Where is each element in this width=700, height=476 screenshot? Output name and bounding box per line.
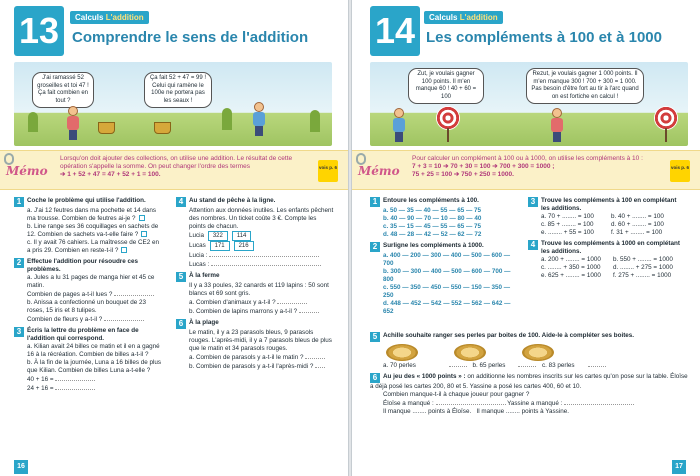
sticker-icon: vois p. 6: [670, 160, 690, 182]
exercise-title: À la plage: [189, 319, 219, 326]
answer-line[interactable]: [564, 399, 634, 405]
number-row[interactable]: c. 550 — 350 — 450 — 550 — 150 — 350 — 250: [383, 284, 511, 299]
number-row[interactable]: b. 300 — 300 — 400 — 500 — 600 — 700 — 800: [383, 268, 511, 283]
number-row[interactable]: c. 35 — 15 — 45 — 55 — 65 — 75: [383, 223, 482, 230]
lesson-number: 14: [370, 6, 420, 56]
answer-line[interactable]: [211, 260, 321, 266]
number-row[interactable]: b. 40 — 90 — 70 — 10 — 80 — 40: [383, 215, 482, 222]
exercise-title: Au jeu des « 1000 points » :: [383, 373, 466, 380]
addition-blank[interactable]: a. 70 + ........ = 100: [541, 213, 594, 220]
archery-target-icon: [654, 106, 678, 130]
answer-line[interactable]: [588, 361, 606, 367]
addition-blank[interactable]: e. 625 + ........ = 1000: [541, 272, 601, 279]
memo-label: Mémo: [6, 164, 48, 178]
exercise-title: Surligne les compléments à 1000.: [383, 242, 484, 249]
exercises-right-column: [176, 197, 334, 374]
left-page: [0, 0, 348, 476]
exercise-title: À la ferme: [189, 272, 220, 279]
answer-line[interactable]: [299, 307, 319, 313]
exercises-left-column: [14, 197, 164, 396]
memo-box: [352, 150, 700, 190]
answer-line[interactable]: [305, 353, 325, 359]
exercise-title: Effectue l'addition pour résoudre ces problèmes.: [27, 258, 139, 273]
pearl-box-icon: [386, 344, 418, 361]
memo-text: Pour calculer un complément à 100 ou à 1000, on utilise les compléments à 10 : 7 + 3 = 10 ➔ 70 + 30 = 100 ➔ 700 + 300 = 1000 ; 75 + 25 = 100 ➔ 750 + 250 = 1000.: [412, 155, 643, 178]
speech-bubble: Zut, je voulais gagner 100 points. Il m'en manque 60 ! 40 + 60 = 100: [408, 68, 484, 104]
exercise-title: Écris la lettre du problème en face de l'addition qui correspond.: [27, 327, 139, 342]
exercise-2: 2 Surligne les compléments à 1000. a. 400 — 200 — 300 — 400 — 500 — 600 — 700 b. 300 — 300 — 400 — 500 — 600 — 700 — 800 c. 550 — 350 — 450 — 550 — 150 — 350 — 250 d. 448 — 452 — 542 — 552 — 562 — 642 — 652: [370, 242, 520, 316]
addition-blank[interactable]: c. ........ + 350 = 1000: [541, 264, 601, 271]
speech-bubble: J'ai ramassé 52 groseilles et toi 47 ! Ça fait combien en tout ?: [32, 72, 94, 108]
exercises-bottom: [370, 332, 688, 419]
exercises-right-column: [528, 197, 686, 283]
exercise-2: 2 Effectue l'addition pour résoudre ces problèmes. a. Jules a lu 31 pages de manga hier et 45 ce matin. Combien de pages a-t-il lues ? b. Anissa a confectionné un bouquet de 23 roses, 15 iris et 8 tulipes. Combien de fleurs y a-t-il ?: [14, 258, 164, 324]
addition-blank[interactable]: b. 550 + ........ = 1000: [613, 256, 673, 263]
exercise-1: 1 Coche le problème qui utilise l'addition. a. J'ai 12 feutres dans ma pochette et 14 dans ma trousse. Combien de feutres ai-je ? b. Line range ses 36 coquillages en sachets de 12. Combien de sachets va-t-elle faire ? c. Il y avait 76 cahiers. La maîtresse de CE2 en a pris 29. Combien en reste-t-il ?: [14, 197, 164, 255]
lesson-number: 13: [14, 6, 64, 56]
addition-blank[interactable]: c. 85 + ........ = 100: [541, 221, 594, 228]
exercise-6: 6 Au jeu des « 1000 points » : on additionne les nombres inscrits sur les cartes qu'on pose sur la table. Éloïse a déjà posé les cartes 200, 80 et 5. Yassine a posé les cartes 400, 60 et 10. Combien manque-t-il à chaque joueur pour gagner ? Éloïse a manqué : Yassine a manqué : Il manque ........ points à Éloïse. Il manque ........ points à Yassine.: [370, 373, 688, 415]
exercises-left-column: [370, 197, 520, 319]
addition-blank[interactable]: f. 31 + ........ = 100: [611, 229, 663, 236]
exercise-title: Au stand de pêche à la ligne.: [189, 197, 276, 204]
answer-line[interactable]: [114, 290, 154, 296]
memo-label: Mémo: [358, 164, 400, 178]
exercise-3: 3 Trouve les compléments à 100 en complétant les additions. a. 70 + ........ = 100 b. 40 + ........ = 100 c. 85 + ........ = 100 d. 60 + ........ = 100 e. ........ + 55 = 100 f. 31 + ........ = 100: [528, 197, 686, 237]
exercise-6: 6 À la plage Le matin, il y a 23 parasols bleus, 9 parasols rouges. L'après-midi, il y a 7 parasols bleus de plus que le matin et 34 parasols rouges. a. Combien de parasols y a-t-il le matin ? b. Combien de parasols y a-t-il l'après-midi ?: [176, 319, 334, 371]
lesson-tag: Calculs L'addition: [424, 11, 503, 24]
answer-line[interactable]: [55, 375, 95, 381]
boy-character: [252, 102, 266, 136]
page-number: 16: [14, 460, 28, 474]
number-row[interactable]: a. 50 — 35 — 40 — 55 — 65 — 75: [383, 207, 482, 214]
addition-blank[interactable]: a. 200 + ........ = 1000: [541, 256, 601, 263]
lesson-tag: Calculs L'addition: [70, 11, 149, 24]
exercise-title: Achille souhaite ranger ses perles par boites de 100. Aide-le à compléter ses boites.: [383, 332, 635, 339]
bucket: [98, 122, 115, 134]
checkbox-a[interactable]: [139, 215, 145, 221]
answer-line[interactable]: [55, 384, 95, 390]
addition-blank[interactable]: d. ........ + 275 = 1000: [613, 264, 673, 271]
addition-blank[interactable]: b. 40 + ........ = 100: [611, 213, 664, 220]
archery-target-icon: [436, 106, 460, 130]
girl-character: [66, 106, 80, 140]
answer-line[interactable]: [518, 361, 536, 367]
exercise-1: 1 Entoure les compléments à 100. a. 50 — 35 — 40 — 55 — 65 — 75 b. 40 — 90 — 70 — 10 — 80 — 40 c. 35 — 15 — 45 — 55 — 65 — 75 d. 48 — 28 — 42 — 52 — 62 — 72: [370, 197, 520, 239]
exercise-4: 4 Trouve les compléments à 1000 en complétant les additions. a. 200 + ........ = 1000 b. 550 + ........ = 1000 c. ........ + 350 = 1000 d. ........ + 275 = 1000 e. 625 + ........ = 1000 f. 275 + ........ = 1000: [528, 240, 686, 280]
addition-blank[interactable]: d. 60 + ........ = 100: [611, 221, 664, 228]
girl-character: [392, 108, 406, 142]
checkbox-c[interactable]: [121, 247, 127, 253]
addition-blank[interactable]: f. 275 + ........ = 1000: [613, 272, 672, 279]
sticker-icon: vois p. 6: [318, 160, 338, 182]
comic-illustration: [370, 62, 688, 146]
exercise-title: Trouve les compléments à 100 en complétant les additions.: [541, 197, 677, 212]
number-row[interactable]: d. 48 — 28 — 42 — 52 — 62 — 72: [383, 231, 482, 238]
answer-line[interactable]: [449, 361, 467, 367]
exercise-title: Entoure les compléments à 100.: [383, 197, 479, 204]
pearl-box-icon: [522, 344, 554, 361]
checkbox-b[interactable]: [141, 231, 147, 237]
right-page: [352, 0, 700, 476]
answer-line[interactable]: [209, 251, 319, 257]
page-number: 17: [672, 460, 686, 474]
exercise-title: Trouve les compléments à 1000 en complétant les additions.: [541, 240, 680, 255]
memo-box: [0, 150, 348, 190]
bush: [28, 112, 38, 132]
speech-bubble: Ça fait 52 + 47 = 99 ! Celui qui ramène le 100e ne portera pas les seaux !: [144, 72, 212, 108]
exercise-5: 5 Achille souhaite ranger ses perles par boites de 100. Aide-le à compléter ses boites. a. 70 perles b. 65 perles c. 83 perles: [370, 332, 688, 370]
pearl-box-icon: [454, 344, 486, 361]
number-row[interactable]: d. 448 — 452 — 542 — 552 — 562 — 642 — 652: [383, 300, 511, 315]
comic-illustration: [14, 62, 332, 146]
exercise-3: 3 Écris la lettre du problème en face de l'addition qui correspond. a. Kilian avait 24 billes ce matin et il en a gagné 16 à la récréation. Combien de billes a-t-il ? b. À la fin de la journée, Luna a 16 billes de plus que Kilian. Combien de billes Luna a-t-elle ? 40 + 16 = 24 + 16 =: [14, 327, 164, 393]
answer-line[interactable]: [104, 315, 144, 321]
exercise-title: Coche le problème qui utilise l'addition.: [27, 197, 146, 204]
boy-character: [550, 108, 564, 142]
number-row[interactable]: a. 400 — 200 — 300 — 400 — 500 — 600 — 700: [383, 252, 511, 267]
exercise-4: 4 Au stand de pêche à la ligne. Attention aux données inutiles. Les enfants pêchent des nombres. Un ticket coûte 3 €. Compte les points de chacun. Lucia 322 114 Lucas 171 216 Lucia : Lucas :: [176, 197, 334, 269]
bush: [222, 108, 232, 130]
answer-line[interactable]: [277, 298, 307, 304]
bucket: [154, 122, 171, 134]
answer-line[interactable]: [315, 362, 325, 368]
memo-text: Lorsqu'on doit ajouter des collections, on utilise une addition. Le résultat de cette opération s'appelle la somme. On peut changer l'ordre des termes ➔ 1 + 52 + 47 = 47 + 52 + 1 = 100.: [60, 155, 293, 178]
addition-blank[interactable]: e. ........ + 55 = 100: [541, 229, 594, 236]
speech-bubble: Rezut, je voulais gagner 1 000 points. Il m'en manque 300 ! 700 + 300 = 1 000. Pas besoin d'être fort au tir à l'arc quand on est fortiche en calcul !: [526, 68, 644, 104]
page-title: Les compléments à 100 et à 1000: [426, 29, 662, 46]
exercise-5: 5 À la ferme Il y a 33 poules, 32 canards et 119 lapins : 50 sont blancs et 69 sont gris. a. Combien d'animaux y a-t-il ? b. Combien de lapins marrons y a-t-il ?: [176, 272, 334, 316]
page-title: Comprendre le sens de l'addition: [72, 29, 309, 46]
answer-line[interactable]: [436, 399, 506, 405]
bush: [310, 110, 320, 132]
